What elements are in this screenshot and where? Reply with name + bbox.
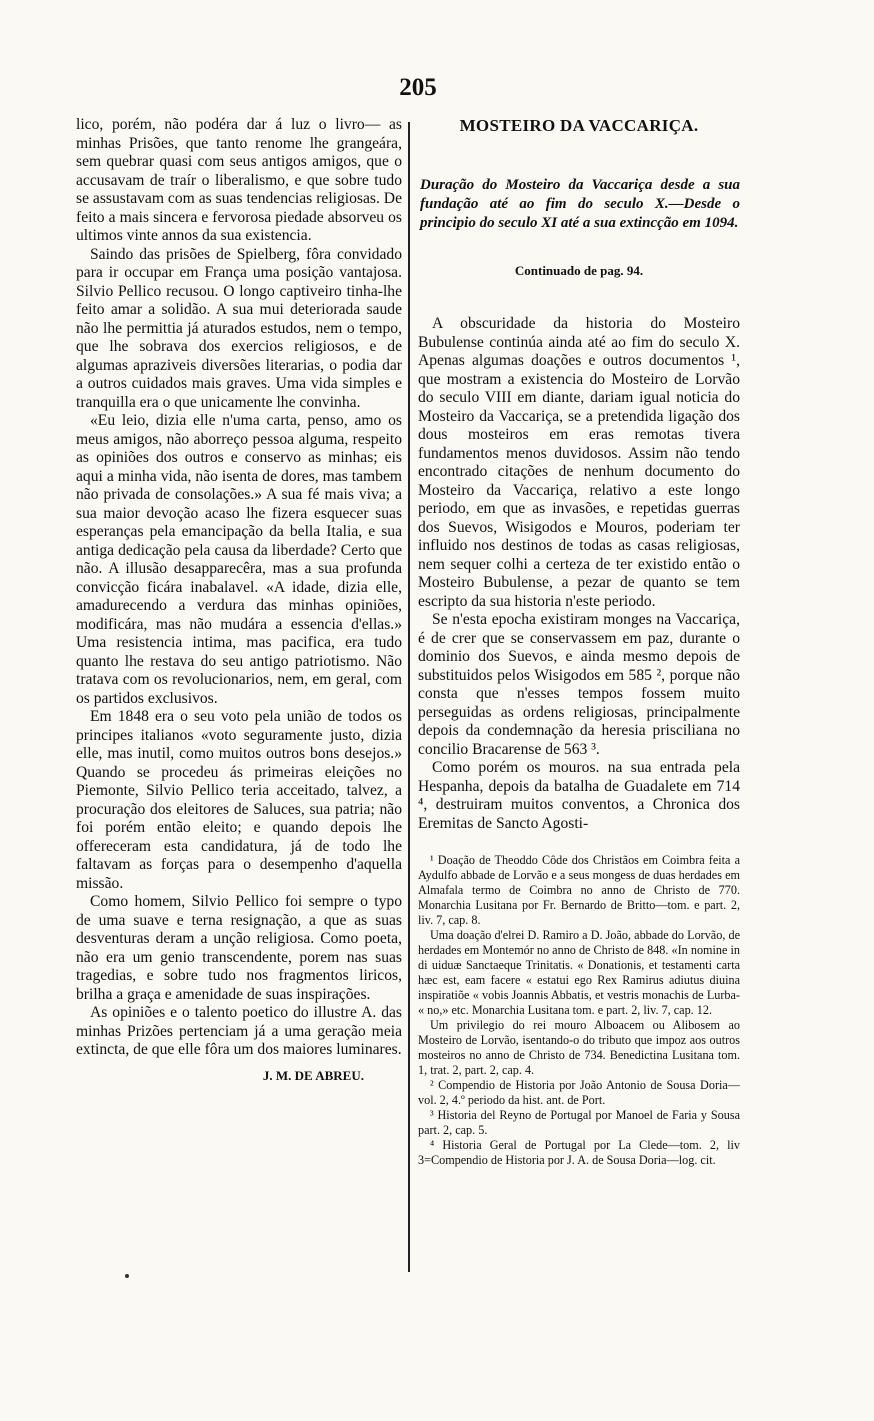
left-paragraph: Saindo das prisões de Spielberg, fôra convidado para ir occupar em França uma posição vantajosa. Silvio Pellico recusou. O longo captiveiro tinha-lhe feito amar a solidão. A sua mui deteriorada saude não lhe permittia já aturados estudos, nem o tempo, que lhe sobrava dos exercios religiosos, e de algumas apraziveis diversões literarias, o podia dar a outros cuidados mais graves. Uma vida simples e tranquilla era o que unicamente lhe convinha.	[76, 245, 402, 411]
footnote: ² Compendio de Historia por João Antonio de Sousa Doria—vol. 2, 4.º periodo da hist. ant. de Port.	[418, 1078, 740, 1107]
footnote: Um privilegio do rei mouro Alboacem ou Alibosem ao Mosteiro de Lorvão, isentando-o do tributo que impoz aos outros mosteiros no anno de Christo de 734. Benedictina Lusitana tom. 1, trat. 2, part. 2, cap. 4.	[418, 1018, 740, 1077]
left-paragraph: As opiniões e o talento poetico do illustre A. das minhas Prizões pertenciam já a uma geração meia extincta, de que elle fôra um dos maiores luminares.	[76, 1004, 402, 1058]
article-heading: MOSTEIRO DA VACCARIÇA.	[459, 116, 699, 135]
right-body	[418, 315, 740, 833]
left-paragraph: Como homem, Silvio Pellico foi sempre o typo de uma suave e terna resignação, a que as suas desventuras deram a unção religiosa. Como poeta, não era um genio transcendente, porem nas suas tragedias, e sobre tudo nos fragmentos liricos, brilha a graça e amenidade de suas inspirações.	[76, 893, 402, 1003]
right-paragraph: A obscuridade da historia do Mosteiro Bubulense continúa ainda até ao fim do seculo X. Apenas algumas doações e outros documentos ¹, que mostram a existencia do Mosteiro de Lorvão do seculo VIII em diante, dariam igual noticia do Mosteiro da Vaccariça, se a pretendida ligação dos dous mosteiros em eras remotas tivera fundamentos menos duvidosos. Assim não tendo encontrado citações de nenhum documento do Mosteiro da Vaccariça, relativo a este longo periodo, em que as invasões, e repetidas guerras dos Suevos, Wisigodos e Mouros, poderiam ter influido nos destinos de todas as casas religiosas, nem sequer colhi a certeza de ter existido então o Mosteiro Bubulense, a pezar de quanto se tem escripto da sua historia n'este periodo.	[418, 315, 740, 610]
footnote: Uma doação d'elrei D. Ramiro a D. João, abbade do Lorvão, de herdades em Montemór no anno de Christo de 848. «In nomine in di uiduæ Sanctaeque Trinitatis. « Donationis, et testamenti carta hæc est, eam facere « estatui ego Rex Ramirus adiutus diuina inspiratiõe « vobis Joannis Abbatis, et vestris monachis de Lurba- « no,» etc. Monarchia Lusitana tom. e part. 2, liv. 7, cap. 12.	[418, 928, 740, 1017]
right-paragraph: Se n'esta epocha existiram monges na Vaccariça, é de crer que se conservassem em paz, durante o dominio dos Suevos, e ainda mesmo depois de substituidos pelos Wisigodos em 585 ², porque não consta que n'esses tempos fossem muito perseguidas as ordens religiosas, principalmente depois da condemnação da heresia prisciliana no concilio Bracarense de 563 ³.	[418, 611, 740, 758]
right-column	[418, 116, 740, 1168]
footnote: ⁴ Historia Geral de Portugal por La Clede—tom. 2, liv 3=Compendio de Historia por J. A. de Sousa Doria—log. cit.	[418, 1138, 740, 1167]
footnotes	[418, 853, 740, 1168]
left-paragraph: lico, porém, não podéra dar á luz o livro— as minhas Prisões, que tanto renome lhe grangeára, sem quebrar quasi com seus antigos amigos, que o accusavam de traír o liberalismo, e que sobre tudo se assustavam com as suas tendencias religiosas. De feito a mais sincera e fervorosa piedade absorveu os ultimos vinte annos da sua existencia.	[76, 116, 402, 244]
left-column	[76, 116, 402, 1084]
continued-note: Continuado de pag. 94.	[514, 263, 644, 278]
author-signature: J. M. DE ABREU.	[262, 1067, 364, 1083]
column-divider	[408, 122, 410, 1272]
page-number: 205	[399, 74, 437, 101]
footnote: ³ Historia del Reyno de Portugal por Manoel de Faria y Sousa part. 2, cap. 5.	[418, 1108, 740, 1137]
footnote: ¹ Doação de Theoddo Côde dos Christãos em Coimbra feita a Aydulfo abbade de Lorvão e a seus mongess de duas herdades em Almafala termo de Coimbra no anno de Christo de 770. Monarchia Lusitana por Fr. Bernardo de Britto—tom. e part. 2, liv. 7, cap. 8.	[418, 853, 740, 927]
right-paragraph: Como porém os mouros. na sua entrada pela Hespanha, depois da batalha de Guadalete em 714 ⁴, destruiram muitos conventos, a Chronica dos Eremitas de Sancto Agosti-	[418, 759, 740, 832]
left-paragraph: Em 1848 era o seu voto pela união de todos os principes italianos «voto seguramente justo, dizia elle, mas inutil, como muitos outros bons desejos.» Quando se procedeu ás primeiras eleições no Piemonte, Silvio Pellico teria acceitado, talvez, a procuração dos eleitores de Saluces, sua patria; não foi porém então eleito; e quando depois lhe offereceram esta candidatura, já de todo lhe faltavam as forças para o desempenho d'aquella missão.	[76, 708, 402, 892]
article-subtitle: Duração do Mosteiro da Vaccariça desde a sua fundação até ao fim do seculo X.—Desde o principio do seculo XI até a sua extincção em 1094.	[420, 177, 740, 231]
ink-dot	[125, 1274, 129, 1278]
left-paragraph: «Eu leio, dizia elle n'uma carta, penso, amo os meus amigos, não aborreço pessoa alguma, respeito as opiniões dos outros e conservo as minhas; eis aqui a minha vida, não isenta de dores, mas tambem não privada de consolações.» A sua fé mais viva; a sua maior devoção acaso lhe fizera esquecer suas esperanças pela emancipação da bella Italia, e sua antiga dedicação pela causa da liberdade? Certo que não. A illusão desapparecêra, mas a sua profunda convicção ficára inabalavel. «A idade, dizia elle, amadurecendo a verdura das minhas opiniões, modificára, mas não mudára a essencia d'ellas.» Uma resistencia intima, mas pacifica, era tudo quanto lhe restava do seu antigo patriotismo. Não tratava com os revolucionarios, nem, em geral, com os partidos exclusivos.	[76, 412, 402, 707]
